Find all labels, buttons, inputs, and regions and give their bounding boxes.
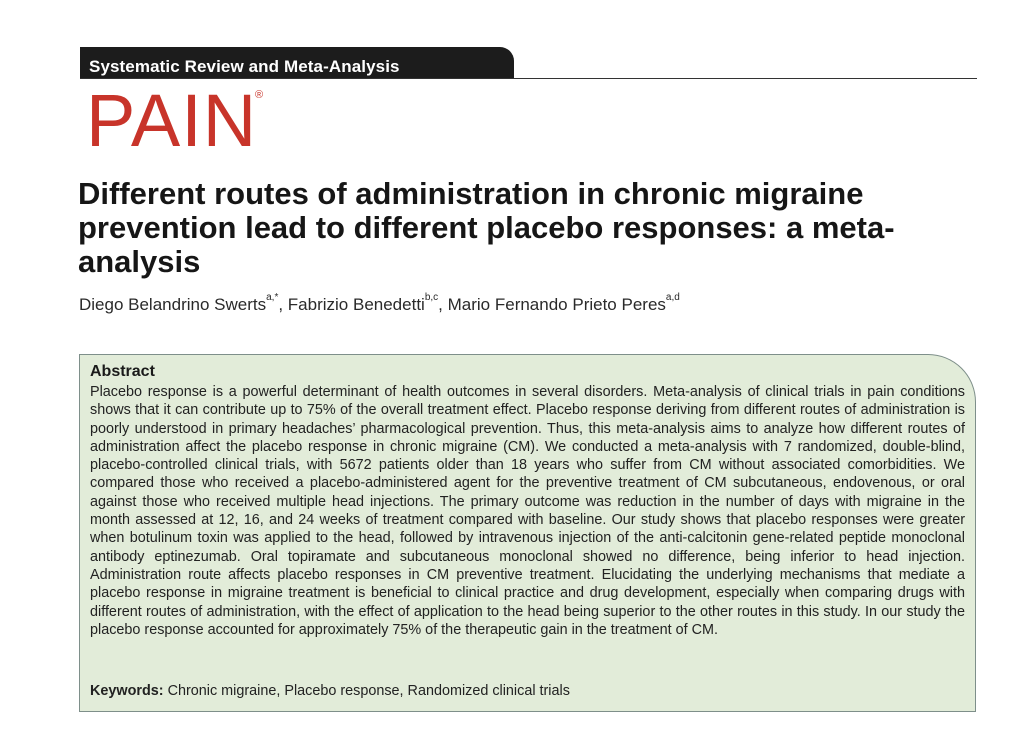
abstract-box	[79, 354, 976, 712]
author-list: Diego Belandrino Swerts$^{a,*}$, Fabrizio Benedetti$^{b,c}$, Mario Fernando Prieto Peres$^{a,d}$	[79, 292, 680, 314]
abstract-text: Placebo response is a powerful determinant of health outcomes in several disorders. Meta-analysis of clinical trials in pain conditions shows that it can contribute up to 75% of the overall treatment effect. Placebo response deriving from different routes of administration is poorly understood in primary headaches’ pharmacological prevention. Thus, this meta-analysis aims to analyze how different routes of administration affect the placebo response in chronic migraine (CM). We conducted a meta-analysis with 7 randomized, double-blind, placebo-controlled clinical trials, with 5672 patients older than 18 years who suffer from CM without associated comorbidities. We compared those who received a placebo-administered agent for the preventive treatment of CM subcutaneous, endovenous, or oral against those who received multiple head injections. The primary outcome was reduction in the number of days with migraine in the month assessed at 12, 16, and 24 weeks of treatment compared with baseline. Our study shows that placebo responses were greater when botulinum toxin was applied to the head, followed by intravenous injection of the anti-calcitonin gene-related peptide monoclonal antibody eptinezumab. Oral topiramate and subcutaneous monoclonal showed no difference, being inferior to head injection. Administration route affects placebo responses in CM preventive treatment. Elucidating the underlying mechanisms that mediate a placebo response in migraine treatment is beneficial to clinical practice and drug development, especially when comparing drugs with different routes of administration, with the effect of application to the head being superior to the other routes in this study. In our study the placebo response accounted for approximately 75% of the therapeutic gain in the treatment of CM.	[90, 384, 965, 638]
author-affiliation: a,*	[266, 292, 279, 303]
section-label: Systematic Review and Meta-Analysis	[80, 47, 514, 79]
registered-mark-icon: ®	[255, 89, 265, 101]
article-title: Different routes of administration in chronic migraine prevention lead to different placebo responses: a meta-analysis	[78, 176, 895, 279]
journal-name: PAIN	[86, 79, 258, 162]
keywords	[90, 683, 570, 699]
author-affiliation: b,c	[424, 292, 439, 303]
author-affiliation: a,d	[665, 292, 680, 303]
abstract-heading: Abstract	[90, 363, 155, 380]
author-name: Fabrizio Benedetti	[287, 295, 425, 314]
author-name: Diego Belandrino Swerts	[79, 295, 267, 314]
keywords-label: Keywords:	[90, 683, 164, 699]
journal-logo	[86, 79, 265, 162]
author-name: Mario Fernando Prieto Peres	[447, 295, 666, 314]
keywords-text: Chronic migraine, Placebo response, Randomized clinical trials	[167, 683, 570, 699]
